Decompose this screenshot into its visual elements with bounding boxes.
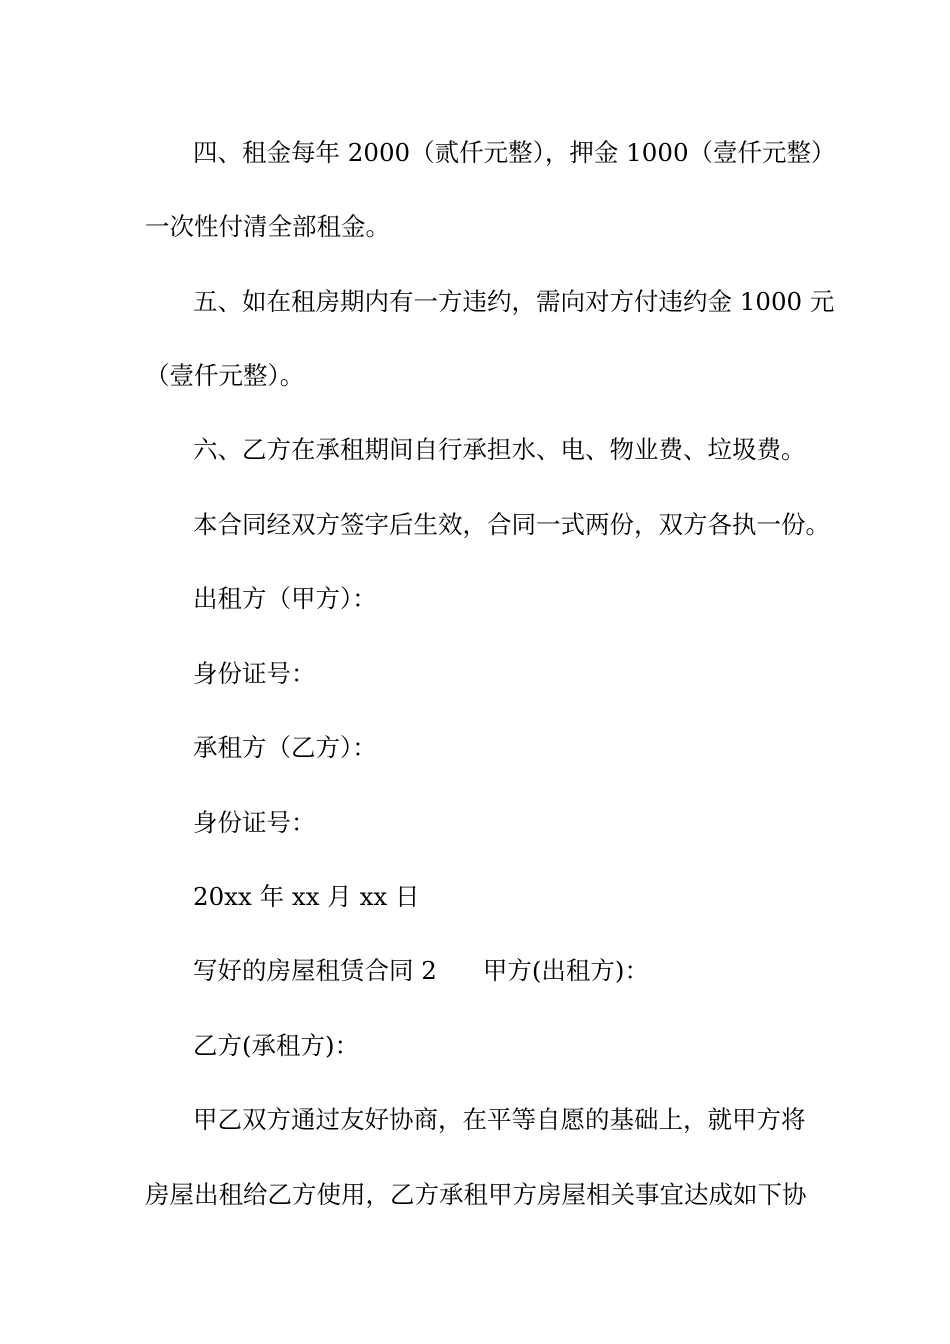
party-b-lessee-label: 乙方(承租方)： [193,1031,360,1060]
clause-four-rent: 四、租金每年 2000（贰仟元整），押金 1000（壹仟元整） [193,138,836,167]
agreement-intro-continued: 房屋出租给乙方使用，乙方承租甲方房屋相关事宜达成如下协 [145,1180,807,1209]
second-contract-title: 写好的房屋租赁合同 2 [193,956,437,985]
lessee-signature-label: 承租方（乙方）： [193,733,377,762]
clause-five-breach: 五、如在租房期内有一方违约，需向对方付违约金 1000 元 [193,287,835,316]
clause-six-expenses: 六、乙方在承租期间自行承担水、电、物业费、垃圾费。 [193,435,806,464]
clause-four-continued: 一次性付清全部租金。 [145,212,390,241]
clause-five-continued: （壹仟元整）。 [145,361,305,390]
contract-effective-statement: 本合同经双方签字后生效，合同一式两份，双方各执一份。 [193,510,830,539]
lessee-id-label: 身份证号： [193,808,316,837]
agreement-intro: 甲乙双方通过友好协商，在平等自愿的基础上，就甲方将 [193,1105,806,1134]
lessor-signature-label: 出租方（甲方）： [193,584,377,613]
second-contract-heading-line [193,956,649,986]
signing-date: 20xx 年 xx 月 xx 日 [193,882,420,911]
party-a-lessor-label: 甲方(出租方)： [482,956,649,985]
lessor-id-label: 身份证号： [193,659,316,688]
